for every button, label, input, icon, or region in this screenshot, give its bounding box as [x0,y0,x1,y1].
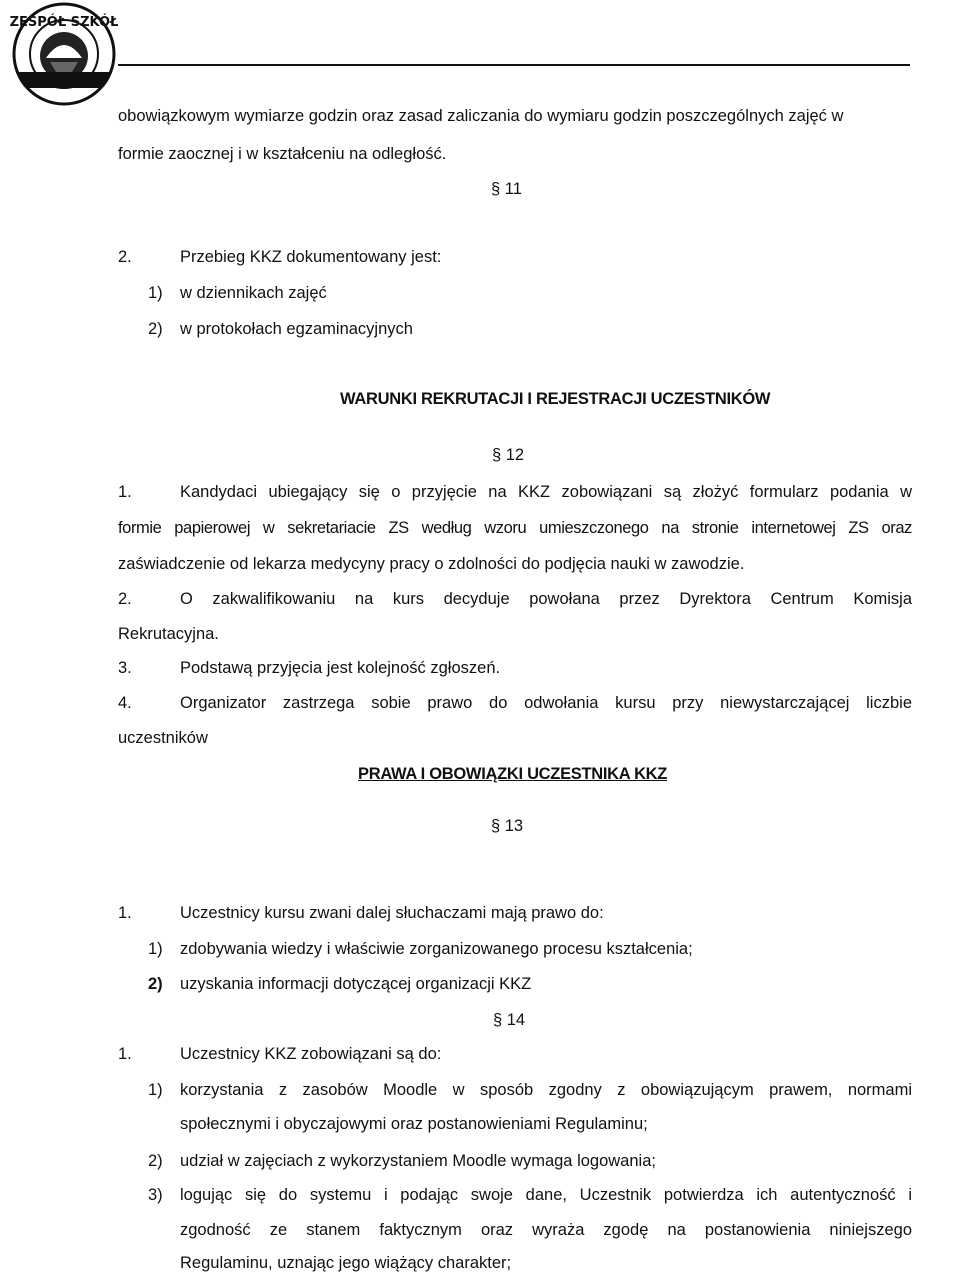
p12-item1-line3: zaświadczenie od lekarza medycyny pracy o zdolności do podjęcia nauki w zawodzie. [118,555,745,573]
p13-sub1-text: zdobywania wiedzy i właściwie zorganizowanego procesu kształcenia; [180,940,693,958]
p12-item2-line2: Rekrutacyjna. [118,625,219,643]
section1-line2: formie zaocznej i w kształceniu na odległość. [118,145,447,163]
rights-heading: PRAWA I OBOWIĄZKI UCZESTNIKA KKZ [358,765,668,783]
p12-item4-number: 4. [118,694,132,712]
p12-item1-line1: Kandydaci ubiegający się o przyjęcie na KKZ zobowiązani są złożyć formularz podania w [180,483,912,501]
item2-sub1-text: w dziennikach zajęć [180,284,327,302]
p14-sub1-line2: społecznymi i obyczajowymi oraz postanowieniami Regulaminu; [180,1115,648,1133]
p12-item2-number: 2. [118,590,132,608]
p14-sub1-number: 1) [148,1081,163,1099]
school-seal-logo [2,2,126,112]
p13-item1-number: 1. [118,904,132,922]
p14-sub3-line2: zgodność ze stanem faktycznym oraz wyraża zgodę na postanowienia niniejszego [180,1221,912,1239]
p14-sub1-line1: korzystania z zasobów Moodle w sposób zgodny z obowiązującym prawem, normami [180,1081,912,1099]
svg-text:ZESPÓŁ SZKÓŁ: ZESPÓŁ SZKÓŁ [9,15,119,30]
p14-sub3-number: 3) [148,1186,163,1204]
p14-item1-text: Uczestnicy KKZ zobowiązani są do: [180,1045,442,1063]
paragraph-11-label: § 11 [491,180,522,198]
p14-sub2-text: udział w zajęciach z wykorzystaniem Moodle wymaga logowania; [180,1152,656,1170]
p12-item2-line1: O zakwalifikowaniu na kurs decyduje powołana przez Dyrektora Centrum Komisja [180,590,912,608]
recruitment-heading: WARUNKI REKRUTACJI I REJESTRACJI UCZESTNIKÓW [340,390,771,408]
p12-item4-line1: Organizator zastrzega sobie prawo do odwołania kursu przy niewystarczającej liczbie [180,694,912,712]
p12-item4-line2: uczestników [118,729,208,747]
p12-item3-text: Podstawą przyjęcia jest kolejność zgłoszeń. [180,659,501,677]
item2-sub2-number: 2) [148,320,163,338]
item2-sub1-number: 1) [148,284,163,302]
section1-line1: obowiązkowym wymiarze godzin oraz zasad zaliczania do wymiaru godzin poszczególnych zajęć w [118,107,844,125]
paragraph-14-label: § 14 [493,1011,526,1029]
item2-text: Przebieg KKZ dokumentowany jest: [180,248,442,266]
p12-item1-number: 1. [118,483,132,501]
p12-item3-number: 3. [118,659,132,677]
p13-sub2-number: 2) [148,975,163,993]
item2-sub2-text: w protokołach egzaminacyjnych [180,320,413,338]
item2-number: 2. [118,248,132,266]
p13-sub1-number: 1) [148,940,163,958]
p14-sub3-line1: logując się do systemu i podając swoje dane, Uczestnik potwierdza ich autentyczność i [180,1186,912,1204]
p14-item1-number: 1. [118,1045,132,1063]
p12-item1-line2: formie papierowej w sekretariacie ZS według wzoru umieszczonego na stronie internetowej ZS oraz [118,519,912,537]
header-rule [118,64,910,66]
p13-item1-text: Uczestnicy kursu zwani dalej słuchaczami mają prawo do: [180,904,604,922]
paragraph-12-label: § 12 [492,446,525,464]
p14-sub3-line3: Regulaminu, uznając jego wiążący charakter; [180,1254,512,1272]
p13-sub2-text: uzyskania informacji dotyczącej organizacji KKZ [180,975,532,993]
p14-sub2-number: 2) [148,1152,163,1170]
paragraph-13-label: § 13 [491,817,524,835]
